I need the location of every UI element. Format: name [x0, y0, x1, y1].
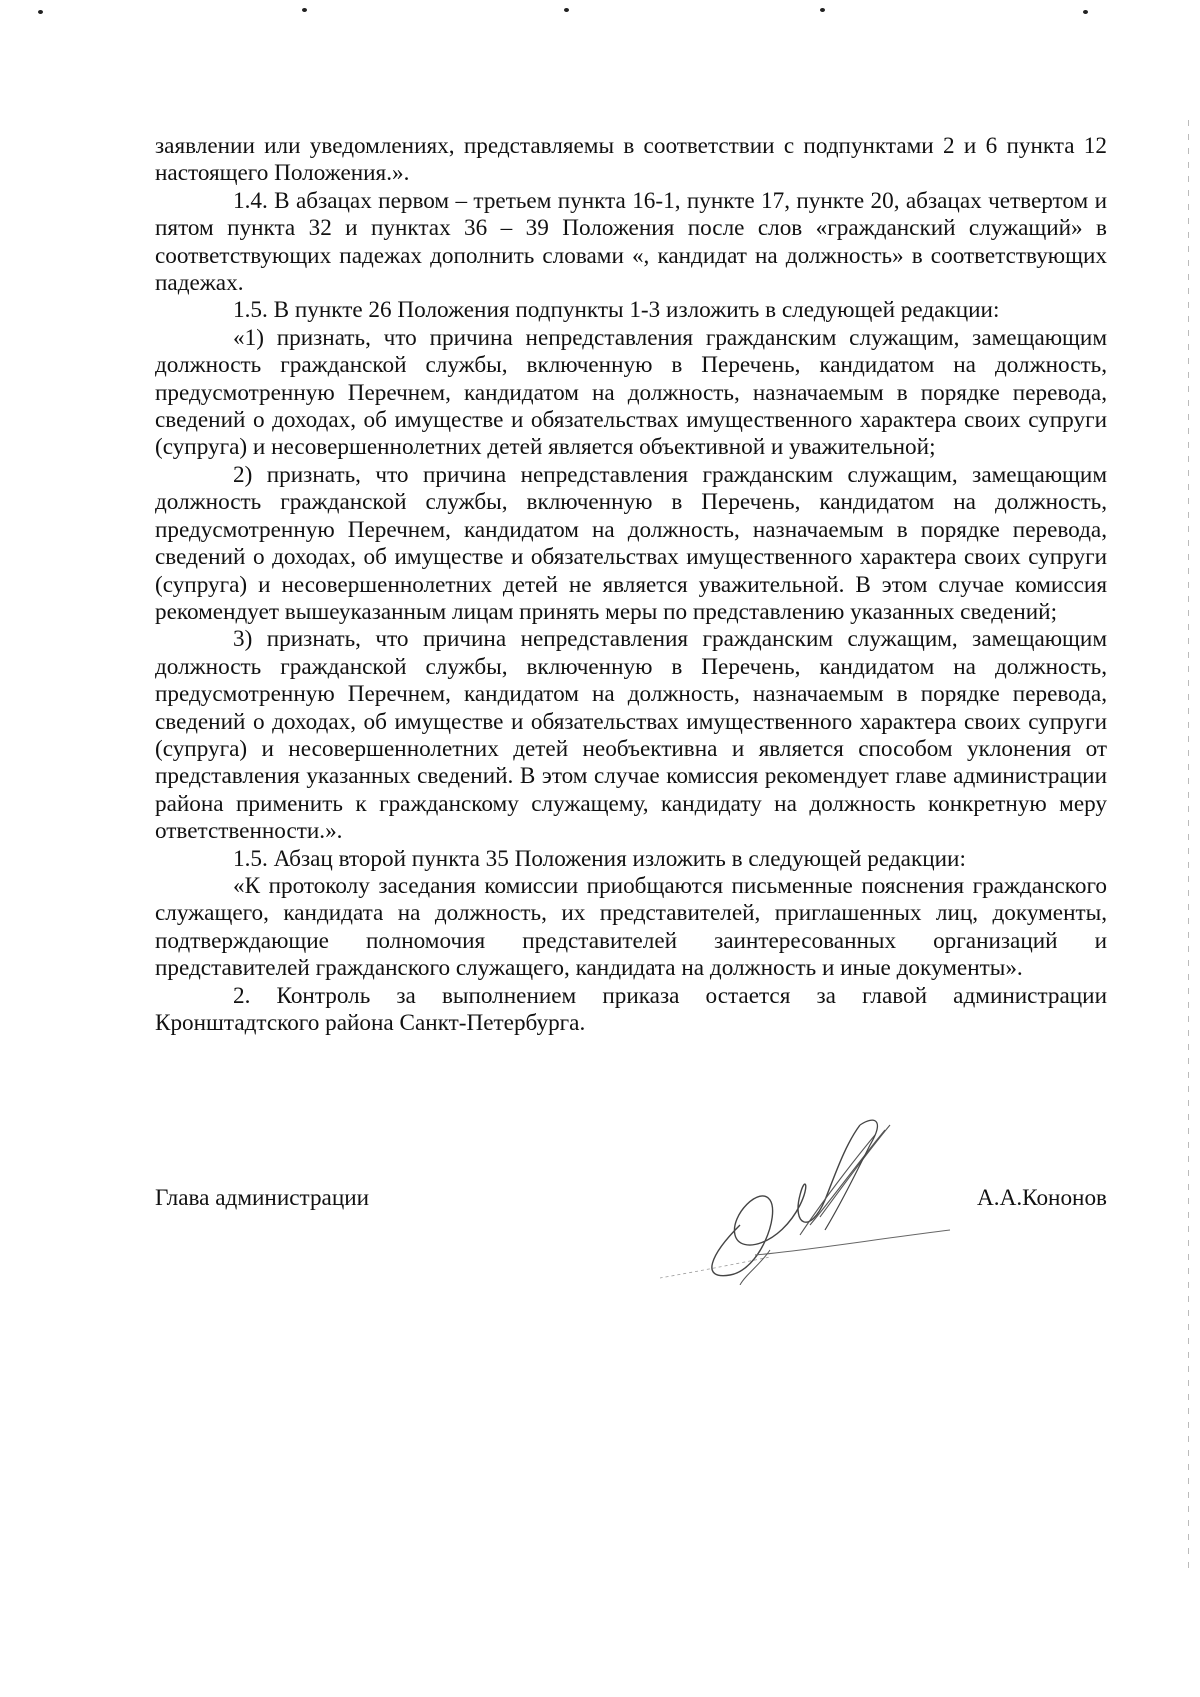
signer-title: Глава администрации	[155, 1185, 370, 1211]
paragraph-protocol: «К протоколу заседания комиссии приобщаются письменные пояснения гражданского служащего, кандидата на должность, их представителей, приглашенных лиц, документы, подтверждающие полномочия представителей заинтересованных организаций и представителей гражданского служащего, кандидата на должность и иные документы».	[155, 872, 1107, 982]
paragraph-subitem-3: 3) признать, что причина непредставления гражданским служащим, замещающим должность гражданской службы, включенную в Перечень, кандидатом на должность, предусмотренную Перечнем, кандидатом на должность, назначаемым в порядке перевода, сведений о доходах, об имуществе и обязательствах имущественного характера своих супруги (супруга) и несовершеннолетних детей необъективна и является способом уклонения от представления указанных сведений. В этом случае комиссия рекомендует главе администрации района применить к гражданскому служащему, кандидату на должность конкретную меру ответственности.».	[155, 626, 1107, 845]
signer-name: А.А.Кононов	[977, 1185, 1107, 1211]
paragraph-1-5-second: 1.5. Абзац второй пункта 35 Положения изложить в следующей редакции:	[233, 845, 966, 872]
scan-mark	[302, 8, 307, 12]
scan-edge-line	[1188, 120, 1189, 1570]
signature-block	[155, 1185, 1107, 1225]
scan-mark	[38, 10, 43, 14]
paragraph-1-4: 1.4. В абзацах первом – третьем пункта 16-1, пункте 17, пункте 20, абзацах четвертом и пятом пункта 32 и пунктах 36 – 39 Положения после слов «гражданский служащий» в соответствующих падежах дополнить словами «, кандидат на должность» в соответствующих падежах.	[155, 187, 1107, 297]
scan-mark	[564, 8, 569, 12]
scan-mark	[820, 8, 825, 12]
paragraph-continuation: заявлении или уведомлениях, представляемы в соответствии с подпунктами 2 и 6 пункта 12 настоящего Положения.».	[155, 133, 1107, 187]
paragraph-subitem-2: 2) признать, что причина непредставления гражданским служащим, замещающим должность гражданской службы, включенную в Перечень, кандидатом на должность, предусмотренную Перечнем, кандидатом на должность, назначаемым в порядке перевода, сведений о доходах, об имуществе и обязательствах имущественного характера своих супруги (супруга) и несовершеннолетних детей не является уважительной. В этом случае комиссия рекомендует вышеуказанным лицам принять меры по представлению указанных сведений;	[155, 461, 1107, 625]
paragraph-1-5-intro: 1.5. В пункте 26 Положения подпункты 1-3 изложить в следующей редакции:	[233, 297, 1000, 324]
paragraph-subitem-1: «1) признать, что причина непредставления гражданским служащим, замещающим должность гражданской службы, включенную в Перечень, кандидатом на должность, предусмотренную Перечнем, кандидатом на должность, назначаемым в порядке перевода, сведений о доходах, об имуществе и обязательствах имущественного характера своих супруги (супруга) и несовершеннолетних детей является объективной и уважительной;	[155, 324, 1107, 461]
paragraph-2-control: 2. Контроль за выполнением приказа остается за главой администрации Кронштадтского района Санкт-Петербурга.	[155, 982, 1107, 1036]
document-body	[155, 133, 1107, 1037]
scan-mark	[1083, 10, 1088, 14]
